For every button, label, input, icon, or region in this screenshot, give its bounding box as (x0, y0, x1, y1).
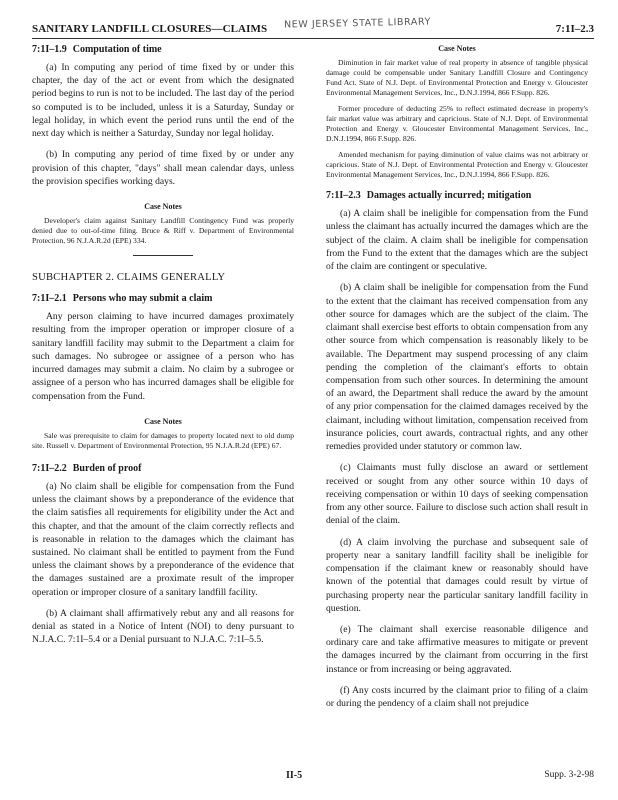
case-notes-heading: Case Notes (144, 416, 182, 426)
library-stamp: NEW JERSEY STATE LIBRARY (283, 16, 432, 31)
case-note: Diminution in fair market value of real property in absence of tangible physical damage could be compensable under Sanitary Landfill Closure and Contingency Fund Act. State of N.J. Dept. of Environmental Protection and Energy v. Gloucester Environmental Management Services, Inc., D.N.J.1994, 866 F.Supp. 826. (326, 58, 588, 98)
paragraph-2-3-f: (f) Any costs incurred by the claimant prior to filing of a claim or during the pendency of a claim shall not prejudice (326, 684, 588, 710)
paragraph-2-3-c: (c) Claimants must fully disclose an award or settlement received or sought from any other source within 10 days of receiving compensation or within 10 days of seeking compensation from any other source. Failure to disclose such action shall result in denial of the claim. (326, 462, 588, 527)
section-title: Damages actually incurred; mitigation (366, 190, 532, 202)
case-note: Developer's claim against Sanitary Landfill Contingency Fund was properly denied due to out-of-time filing. Bruce & Riff v. Department of Environmental Protection, 96 N.J.A.R.2d (EPE) 334. (32, 216, 294, 246)
case-note: Amended mechanism for paying diminution of value claims was not arbitrary or capricious. State of N.J. Dept. of Environmental Protection and Energy v. Gloucester Environmental Management Services, Inc., D.N.J.1994, 866 F.Supp. 826. (326, 150, 588, 180)
case-notes-heading: Case Notes (438, 44, 476, 53)
page-footer (32, 770, 594, 786)
section-number: 7:1I–2.3 (326, 190, 361, 202)
paragraph-2-3-e: (e) The claimant shall exercise reasonable diligence and ordinary care and take affirmative measures to mitigate or prevent the damages incurred by the claimant from occurring in the first instance or from increasing or being aggravated. (326, 623, 588, 675)
section-number: 7:1I–1.9 (32, 44, 67, 55)
section-number: 7:1I–2.2 (32, 462, 67, 474)
paragraph-1-9-b: (b) In computing any period of time fixed by or under any provision of this chapter, "days" shall mean calendar days, unless the provision specifies working days. (32, 149, 294, 187)
section-heading-2-3 (326, 190, 588, 201)
section-divider (133, 255, 193, 256)
header-section-number: 7:1I–2.3 (555, 23, 594, 35)
paragraph-2-3-a: (a) A claim shall be ineligible for compensation from the Fund unless the claimant has actually incurred the damages which are the subject of the claim. A claim shall be ineligible for compensation from the Fund to the extent that the damages which are the subject of the claim are contingent or speculative. (326, 208, 588, 273)
section-heading-1-9 (32, 44, 294, 55)
paragraph-2-3-b: (b) A claim shall be ineligible for compensation from the Fund to the extent that the claimant has received compensation from any other source for damages which are the subject of the claim. The claimant shall exercise best efforts to obtain compensation from any other source from which compensation is reasonably likely to be available. The Department may suspend processing of any claim pending the completion of the claimant's efforts to obtain compensation from such other sources. In determining the amount of an award, the Department shall reduce the award by the amount of any prior compensation for the claimed damages received by the claimant, including without limitation, compensation received from insurance policies, court awards, contractual rights, and any other remedies provided under statutory or common law. (326, 282, 588, 453)
header-chapter-title: SANITARY LANDFILL CLOSURES—CLAIMS (32, 23, 268, 35)
case-note: Sale was prerequisite to claim for damages to property located next to old dump site. Russell v. Department of Environmental Protection, 95 N.J.A.R.2d (EPE) 67. (32, 430, 294, 450)
section-number: 7:1I–2.1 (32, 293, 67, 305)
paragraph-2-3-d: (d) A claim involving the purchase and subsequent sale of property near a sanitary landfill facility shall be ineligible for compensation if the claimant knew or reasonably should have known of the potential that damages could result by virtue of purchasing property near the particular sanitary landfill facility in question. (326, 536, 588, 614)
page-number: II-5 (286, 770, 303, 781)
paragraph-2-1: Any person claiming to have incurred damages proximately resulting from the improper operation or improper closure of a sanitary landfill facility may submit to the Department a claim for such damages. No subrogee or assignee of a person who has incurred damages may submit a claim. No claim by a subrogee or assignee of a person who has incurred damages shall be eligible for compensation from the Fund. (32, 311, 294, 402)
case-note: Former procedure of deducting 25% to reflect estimated decrease in property's fair market value was arbitrary and capricious. State of N.J. Dept. of Environmental Protection and Energy v. Gloucester Environmental Management Services, Inc., D.N.J.1994, 866 F.Supp. 826. (326, 104, 588, 144)
paragraph-1-9-a: (a) In computing any period of time fixed by or under this chapter, the day of the act or event from which the designated period begins to run is not to be included. The last day of the period so computed is to be included, unless it is a Saturday, Sunday or legal holiday, in which event the period runs until the end of the next day which is neither a Saturday, Sunday nor legal holiday. (32, 62, 294, 140)
header-rule (32, 38, 594, 39)
section-title: Burden of proof (72, 462, 142, 474)
running-header (32, 18, 594, 40)
left-column (32, 44, 294, 655)
section-heading-2-2 (32, 463, 294, 474)
paragraph-2-2-b: (b) A claimant shall affirmatively rebut any and all reasons for denial as stated in a Notice of Intent (NOI) to deny pursuant to N.J.A.C. 7:1I–5.4 or a Denial pursuant to N.J.A.C. 7:1I–5.5. (32, 607, 294, 646)
right-column (326, 44, 588, 718)
section-heading-2-1 (32, 293, 294, 304)
subchapter-heading: SUBCHAPTER 2. CLAIMS GENERALLY (32, 272, 226, 284)
case-notes-heading: Case Notes (144, 202, 182, 212)
paragraph-2-2-a: (a) No claim shall be eligible for compensation from the Fund unless the claimant shows by a preponderance of the evidence that the claim satisfies all requirements for eligibility under the Act and this chapter, and that the amount of the claim correctly reflects and is reasonable in relation to the damages which the claimant has sustained. No claimant shall be entitled to payment from the Fund unless the claimant shows by a preponderance of the evidence that the damages sustained are a proximate result of the improper operation or improper closure of a sanitary landfill facility. (32, 480, 294, 598)
supplement-date: Supp. 3-2-98 (544, 770, 594, 780)
section-title: Computation of time (72, 44, 162, 55)
section-title: Persons who may submit a claim (72, 293, 213, 305)
